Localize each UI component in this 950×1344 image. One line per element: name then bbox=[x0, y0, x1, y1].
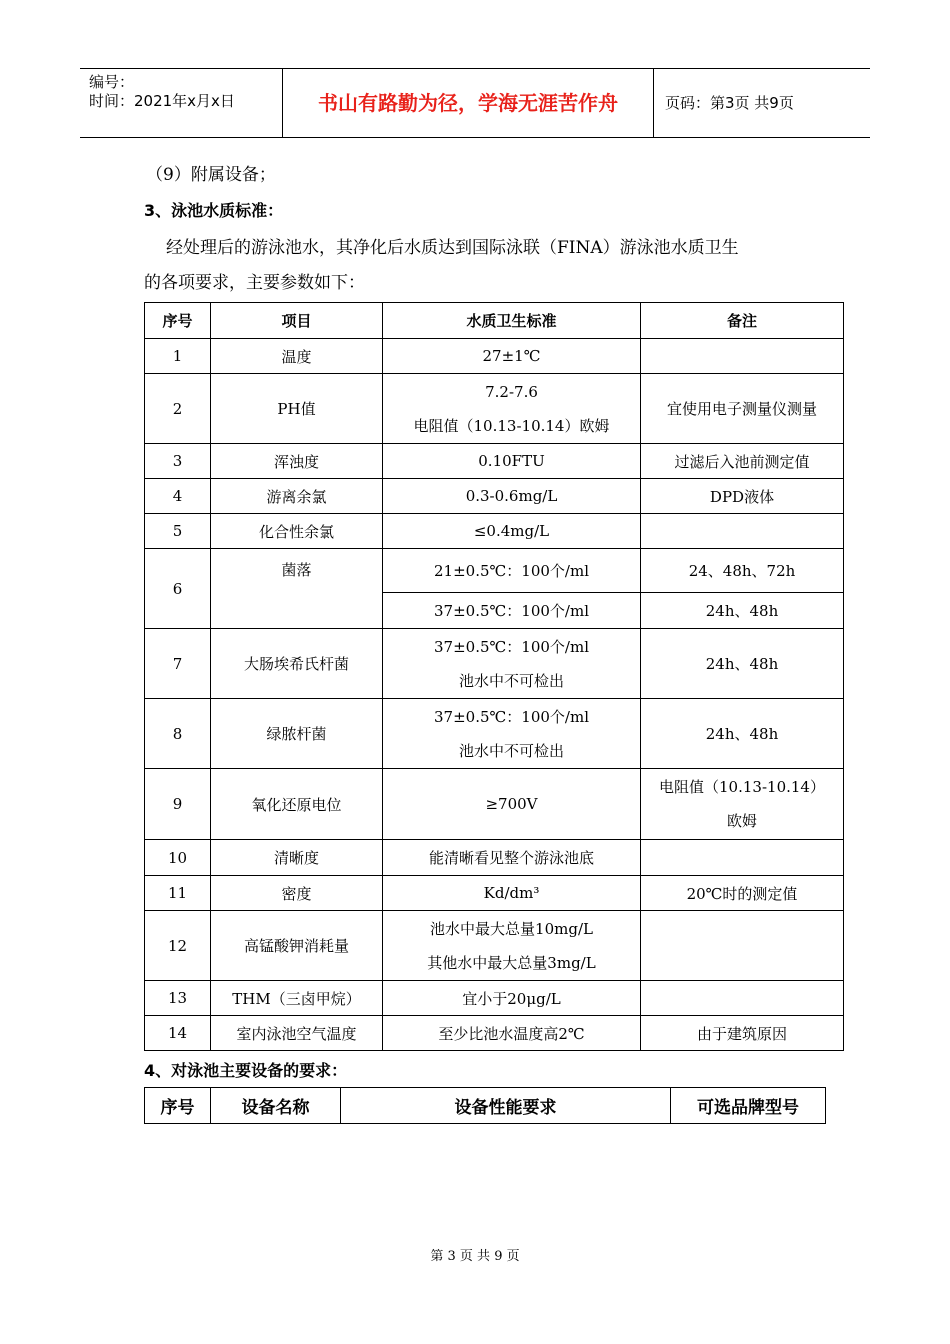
standard-line: 其他水中最大总量3mg/L bbox=[427, 953, 596, 972]
cell-standard: ≤0.4mg/L bbox=[383, 514, 641, 549]
cell-no: 13 bbox=[145, 981, 211, 1016]
header-cell: 设备性能要求 bbox=[341, 1088, 671, 1124]
standard-line: 池水中不可检出 bbox=[458, 741, 564, 760]
standard-line: 池水中最大总量10mg/L bbox=[430, 919, 593, 938]
cell-item: PH值 bbox=[211, 374, 383, 444]
cell-standard: 能清晰看见整个游泳池底 bbox=[383, 840, 641, 876]
cell-item: 菌落 bbox=[211, 549, 383, 629]
cell-note: 24、48h、72h bbox=[641, 549, 844, 593]
header-motto: 书山有路勤为径，学海无涯苦作舟 bbox=[283, 69, 654, 137]
cell-item: 高锰酸钾消耗量 bbox=[211, 911, 383, 981]
cell-standard: 至少比池水温度高2℃ bbox=[383, 1016, 641, 1051]
table-row bbox=[145, 444, 844, 479]
cell-item: 浑浊度 bbox=[211, 444, 383, 479]
paragraph-line-2: 的各项要求，主要参数如下： bbox=[144, 273, 365, 293]
cell-item: THM（三卤甲烷） bbox=[211, 981, 383, 1016]
cell-no: 7 bbox=[145, 629, 211, 699]
header-cell: 项目 bbox=[211, 303, 383, 339]
header-cell: 序号 bbox=[145, 303, 211, 339]
cell-standard: 0.10FTU bbox=[383, 444, 641, 479]
cell-note bbox=[641, 339, 844, 374]
cell-item: 游离余氯 bbox=[211, 479, 383, 514]
table-header-row bbox=[145, 303, 844, 339]
cell-note bbox=[641, 840, 844, 876]
cell-standard bbox=[383, 699, 641, 769]
table-row bbox=[145, 374, 844, 444]
cell-item: 温度 bbox=[211, 339, 383, 374]
cell-no: 4 bbox=[145, 479, 211, 514]
table-row bbox=[145, 549, 844, 593]
cell-standard bbox=[383, 629, 641, 699]
cell-no: 8 bbox=[145, 699, 211, 769]
table-row bbox=[145, 1016, 844, 1051]
header-cell: 水质卫生标准 bbox=[383, 303, 641, 339]
table-row bbox=[145, 514, 844, 549]
cell-no: 2 bbox=[145, 374, 211, 444]
cell-note: 过滤后入池前测定值 bbox=[641, 444, 844, 479]
cell-no: 14 bbox=[145, 1016, 211, 1051]
header-cell: 可选品牌型号 bbox=[671, 1088, 826, 1124]
standard-line: 池水中不可检出 bbox=[458, 671, 564, 690]
standard-line: 7.2-7.6 bbox=[485, 382, 538, 401]
cell-no: 6 bbox=[145, 549, 211, 629]
cell-item: 绿脓杆菌 bbox=[211, 699, 383, 769]
equipment-table bbox=[144, 1087, 826, 1124]
table-row bbox=[145, 911, 844, 981]
cell-standard: 27±1℃ bbox=[383, 339, 641, 374]
header-cell: 序号 bbox=[145, 1088, 211, 1124]
cell-note: 24h、48h bbox=[641, 629, 844, 699]
section-4-heading: 4、对泳池主要设备的要求： bbox=[144, 1061, 348, 1080]
cell-note: DPD液体 bbox=[641, 479, 844, 514]
cell-item: 化合性余氯 bbox=[211, 514, 383, 549]
cell-note bbox=[641, 514, 844, 549]
standard-line: 37±0.5℃：100个/ml bbox=[434, 707, 589, 726]
cell-no: 12 bbox=[145, 911, 211, 981]
table-row bbox=[145, 479, 844, 514]
cell-no: 3 bbox=[145, 444, 211, 479]
table-row bbox=[145, 699, 844, 769]
cell-note bbox=[641, 911, 844, 981]
cell-note: 由于建筑原因 bbox=[641, 1016, 844, 1051]
table-row bbox=[145, 769, 844, 840]
table-row bbox=[145, 339, 844, 374]
cell-item: 密度 bbox=[211, 876, 383, 911]
cell-standard bbox=[383, 374, 641, 444]
time-label: 时间：2021年x月x日 bbox=[89, 92, 235, 110]
cell-no: 9 bbox=[145, 769, 211, 840]
cell-no: 11 bbox=[145, 876, 211, 911]
cell-note bbox=[641, 769, 844, 840]
table-row bbox=[145, 629, 844, 699]
standard-line: 37±0.5℃：100个/ml bbox=[434, 637, 589, 656]
cell-item: 氧化还原电位 bbox=[211, 769, 383, 840]
standard-line: 电阻值（10.13-10.14）欧姆 bbox=[413, 416, 610, 435]
page-footer: 第 3 页 共 9 页 bbox=[430, 1249, 520, 1264]
cell-item: 室内泳池空气温度 bbox=[211, 1016, 383, 1051]
header-cell: 设备名称 bbox=[211, 1088, 341, 1124]
table-row bbox=[145, 981, 844, 1016]
table-header-row bbox=[145, 1088, 826, 1124]
cell-note: 20℃时的测定值 bbox=[641, 876, 844, 911]
table-row bbox=[145, 840, 844, 876]
cell-standard: 0.3-0.6mg/L bbox=[383, 479, 641, 514]
cell-standard: ≥700V bbox=[383, 769, 641, 840]
section-3-heading: 3、泳池水质标准： bbox=[144, 201, 284, 220]
cell-standard bbox=[383, 911, 641, 981]
note-line: 电阻值（10.13-10.14） bbox=[659, 778, 825, 796]
header-info bbox=[80, 69, 283, 137]
cell-standard: 21±0.5℃：100个/ml bbox=[383, 549, 641, 593]
page-header bbox=[80, 68, 870, 138]
header-page-number: 页码：第3页 共9页 bbox=[665, 94, 794, 112]
cell-no: 1 bbox=[145, 339, 211, 374]
table-row bbox=[145, 876, 844, 911]
cell-standard: Kd/dm³ bbox=[383, 876, 641, 911]
item-9-text: （9）附属设备； bbox=[146, 165, 276, 185]
cell-note: 24h、48h bbox=[641, 699, 844, 769]
cell-standard: 37±0.5℃：100个/ml bbox=[383, 593, 641, 629]
paragraph-line-1: 经处理后的游泳池水，其净化后水质达到国际泳联（FINA）游泳池水质卫生 bbox=[166, 238, 739, 258]
cell-standard: 宜小于20μg/L bbox=[383, 981, 641, 1016]
cell-no: 5 bbox=[145, 514, 211, 549]
cell-note bbox=[641, 981, 844, 1016]
water-quality-table bbox=[144, 302, 844, 1051]
cell-no: 10 bbox=[145, 840, 211, 876]
number-label: 编号： bbox=[89, 73, 135, 91]
cell-item: 清晰度 bbox=[211, 840, 383, 876]
cell-note: 宜使用电子测量仪测量 bbox=[641, 374, 844, 444]
note-line: 欧姆 bbox=[726, 812, 757, 830]
cell-item: 大肠埃希氏杆菌 bbox=[211, 629, 383, 699]
cell-note: 24h、48h bbox=[641, 593, 844, 629]
header-cell: 备注 bbox=[641, 303, 844, 339]
